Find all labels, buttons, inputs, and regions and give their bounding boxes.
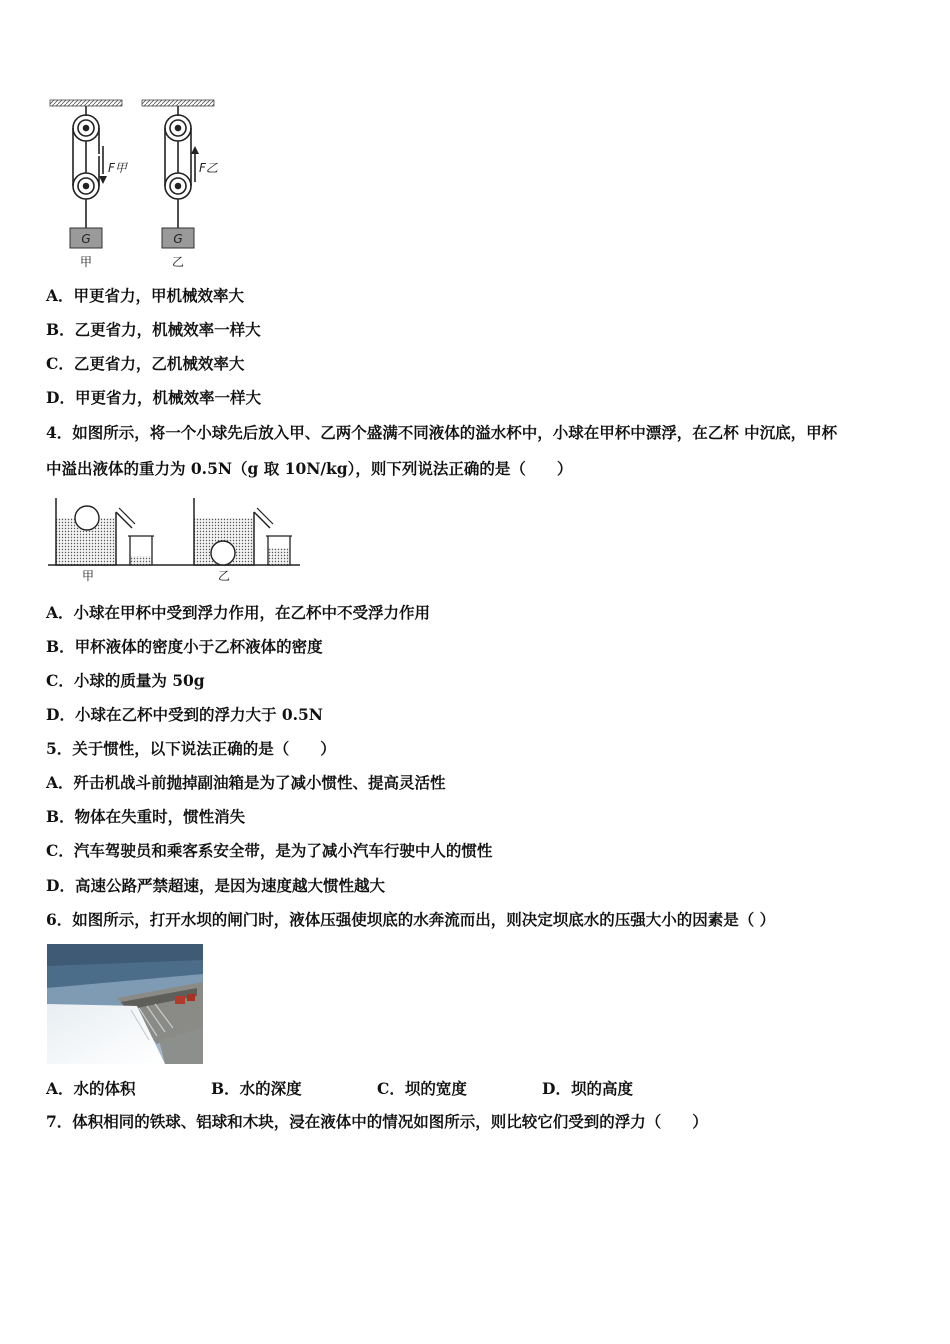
q3-option-c: C．乙更省力，乙机械效率大 [46, 354, 245, 373]
weight-label-jia: G [81, 232, 91, 246]
dam-photo [47, 944, 203, 1064]
q6-option-c: C．坝的宽度 [377, 1079, 467, 1098]
q5-option-c: C．汽车驾驶员和乘客系安全带，是为了减小汽车行驶中人的惯性 [46, 841, 493, 860]
q6-option-b: B．水的深度 [211, 1079, 302, 1098]
q3-option-a: A．甲更省力，甲机械效率大 [46, 286, 245, 305]
force-yi-label: F乙 [199, 161, 218, 175]
q4-option-c: C．小球的质量为 50g [46, 671, 205, 690]
q5-option-b: B．物体在失重时，惯性消失 [46, 807, 246, 826]
q5-option-a: A．歼击机战斗前抛掉副油箱是为了减小惯性、提高灵活性 [46, 773, 446, 792]
force-jia-label: F甲 [108, 161, 127, 175]
q4-option-b: B．甲杯液体的密度小于乙杯液体的密度 [46, 637, 323, 656]
q3-option-d: D．甲更省力，机械效率一样大 [46, 388, 261, 407]
q6-option-a: A．水的体积 [46, 1079, 136, 1098]
q6-stem: 6．如图所示，打开水坝的闸门时，液体压强使坝底的水奔流而出，则决定坝底水的压强大小的因素是（ ） [46, 910, 776, 929]
q4-option-d: D．小球在乙杯中受到的浮力大于 0.5N [46, 705, 323, 724]
q4-option-a: A．小球在甲杯中受到浮力作用，在乙杯中不受浮力作用 [46, 603, 431, 622]
q4-stem-line2: 中溢出液体的重力为 0.5N（g 取 10N/kg），则下列说法正确的是（ ） [46, 459, 573, 478]
q5-stem: 5．关于惯性，以下说法正确的是（ ） [46, 739, 336, 758]
pulley-label-yi: 乙 [171, 255, 185, 269]
cup-label-yi: 乙 [217, 569, 231, 583]
weight-label-yi: G [173, 232, 183, 246]
q7-stem: 7．体积相同的铁球、铝球和木块，浸在液体中的情况如图所示，则比较它们受到的浮力（ ） [46, 1112, 708, 1131]
q4-stem-line1: 4．如图所示，将一个小球先后放入甲、乙两个盛满不同液体的溢水杯中，小球在甲杯中漂浮，在乙杯 中沉底，甲杯 [46, 423, 838, 442]
q6-option-d: D．坝的高度 [542, 1079, 633, 1098]
pulley-label-jia: 甲 [79, 255, 93, 269]
overflow-cups-figure [46, 494, 306, 586]
pulley-figure [46, 96, 226, 271]
q5-option-d: D．高速公路严禁超速，是因为速度越大惯性越大 [46, 876, 385, 895]
cup-label-jia: 甲 [81, 569, 95, 583]
q3-option-b: B．乙更省力，机械效率一样大 [46, 320, 261, 339]
